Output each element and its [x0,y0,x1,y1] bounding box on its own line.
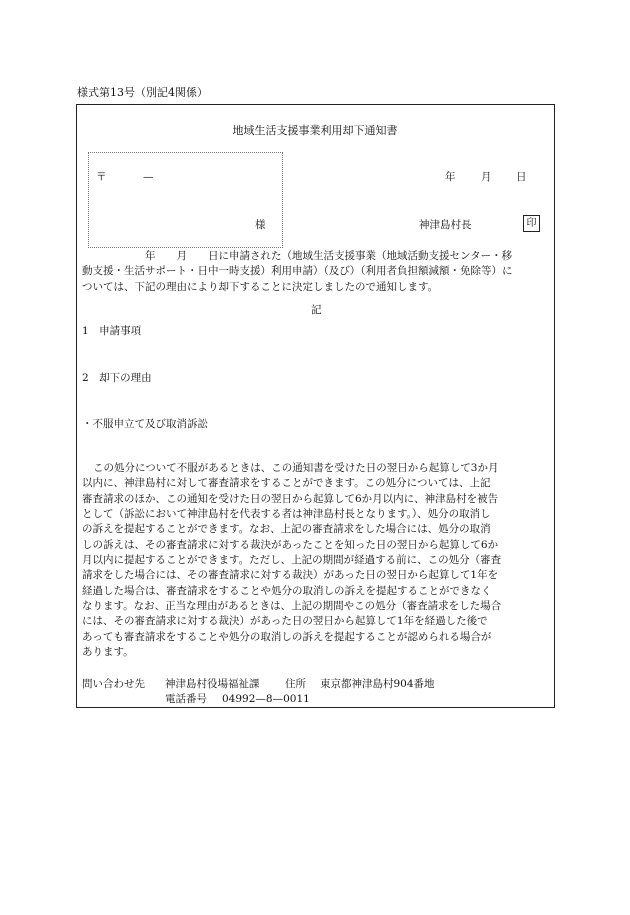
body-line: の訴えを提起することができます。なお、上記の審査請求をした場合には、処分の取消 [82,523,491,535]
document-title: 地域生活支援事業利用却下通知書 [232,124,398,137]
contact-address-label: 住所 [285,678,306,690]
form-number-label: 様式第13号（別記4関係） [77,86,208,99]
body-line: しの訴えは、その審査請求に対する裁決があったことを知った日の翌日から起算して6か [82,539,499,551]
issuer-name: 神津島村長 [419,219,472,231]
contact-label: 問い合わせ先 [82,678,145,690]
item-application: 1 申請事項 [82,325,142,337]
body-line: この処分について不服があるときは、この通知書を受けた日の翌日から起算して3か月 [93,462,499,474]
body-line: 請求をした場合には、その審査請求に対する裁決）があった日の翌日から起算して1年を [82,569,499,581]
postal-mark: 〒 [96,171,107,183]
body-line: 月以内に提起することができます。ただし、上記の期間が経過する前に、この処分（審査 [82,554,502,566]
body-line: 審査請求のほか、この通知を受けた日の翌日から起算して6か月以内に、神津島村を被告 [82,493,499,505]
item-rejection-reason: 2 却下の理由 [82,372,152,384]
postal-dash: — [143,171,154,183]
contact-phone: 04992—8—0011 [222,693,310,705]
address-window-box [88,152,283,248]
body-line: として（訴訟において神津島村を代表する者は神津島村長となります。）、処分の取消し [82,508,491,520]
intro-line: 年 月 日に申請された（地域生活支援事業（地域活動支援センター・移 [145,250,513,262]
contact-office: 神津島村役場福祉課 [165,678,260,690]
contact-address: 東京都神津島村904番地 [320,678,435,690]
recipient-honorific: 様 [255,219,266,231]
intro-line: ついては、下記の理由により却下することに決定しましたので通知します。 [82,281,439,293]
body-line: 経過した場合は、審査請求をすることや処分の取消しの訴えを提起することができなく [82,585,492,597]
appeal-heading: ・不服申立て及び取消訴訟 [82,418,208,430]
body-line: には、その審査請求に対する裁決）があった日の翌日から起算して1年を経過した後で [82,615,488,627]
body-line: なります。なお、正当な理由があるときは、上記の期間やこの処分（審査請求をした場合 [82,600,502,612]
contact-phone-label: 電話番号 [165,693,207,705]
body-line: あっても審査請求をすることや処分の取消しの訴えを提起することが認められる場合が [82,631,492,643]
date-day: 日 [516,171,527,183]
ki-heading: 記 [311,304,322,316]
seal-mark: 印 [523,215,540,232]
body-line: あります。 [82,646,134,658]
date-year: 年 [445,171,456,183]
body-line: 以内に、神津島村に対して審査請求をすることができます。この処分については、上記 [82,477,491,489]
date-month: 月 [481,171,492,183]
intro-line: 動支援・生活サポート・日中一時支援）利用申請）（及び）（利用者負担額減額・免除等）に [82,265,513,277]
